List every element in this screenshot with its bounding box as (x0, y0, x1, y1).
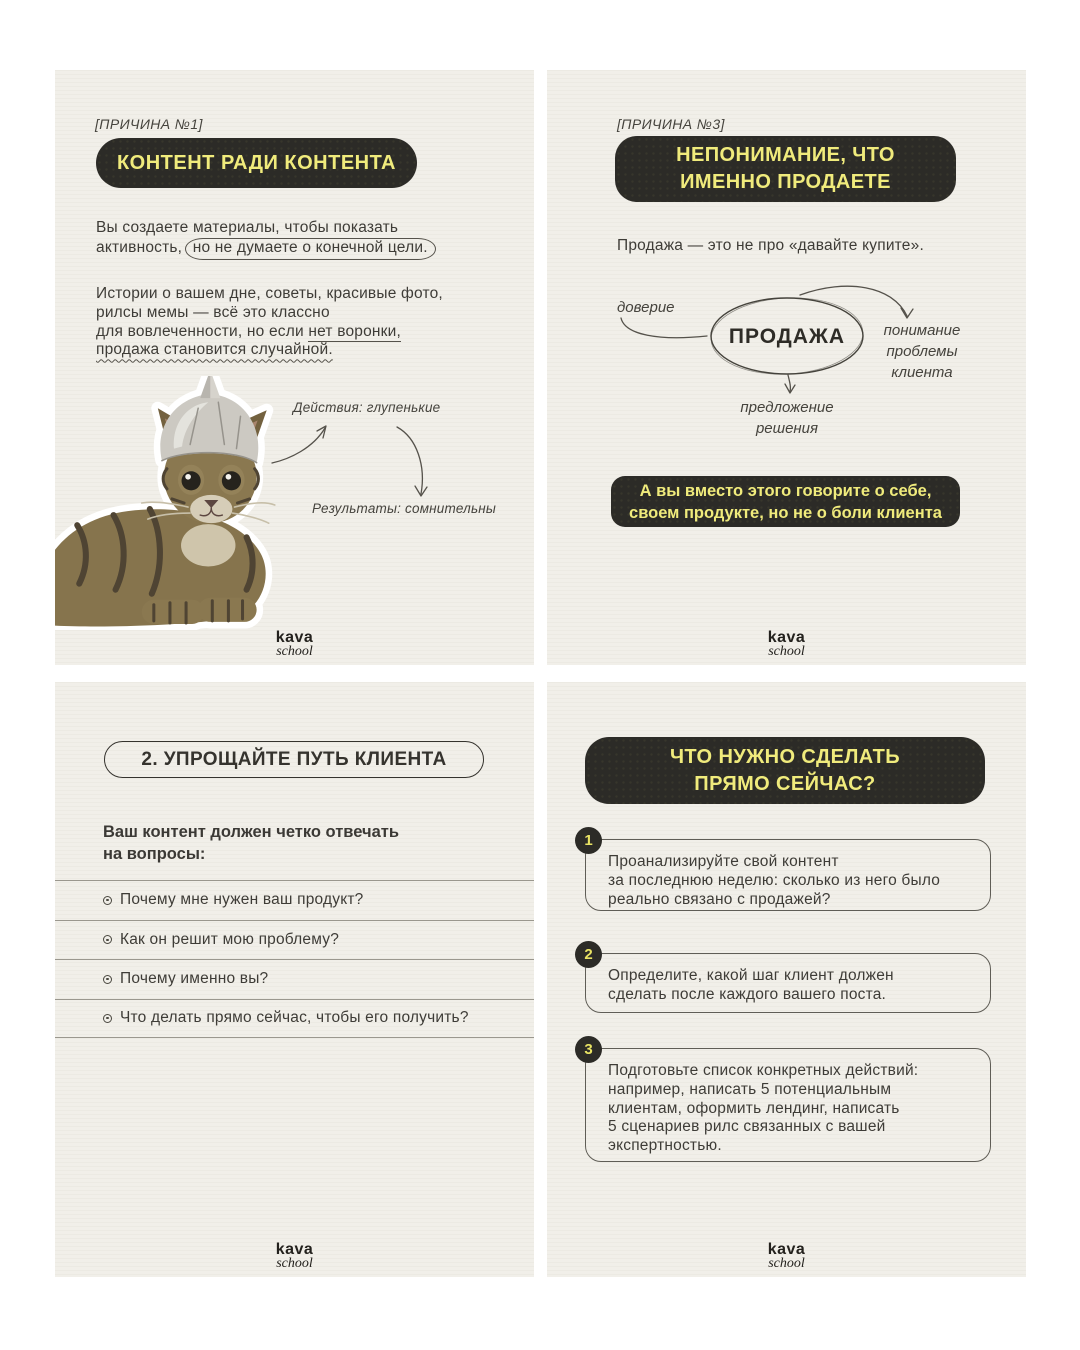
bullet-icon (103, 1014, 112, 1023)
slide-reason-1 (55, 70, 534, 665)
diagram-label-solution: предложение решения (740, 399, 834, 437)
slide-title-badge (96, 138, 417, 188)
kava-logo (547, 631, 1026, 659)
list-item (55, 959, 534, 999)
callout-text: А вы вместо этого говорите о себе, своем продукте, но не о боли клиента (629, 481, 942, 522)
kava-logo (55, 631, 534, 659)
slide-title: 2. УПРОЩАЙТЕ ПУТЬ КЛИЕНТА (141, 748, 447, 770)
text-line: рилсы мемы — всё это классно (96, 303, 330, 321)
step-number-badge: 3 (575, 1036, 602, 1063)
step-number-badge: 2 (575, 941, 602, 968)
underlined-phrase: нет воронки, (308, 322, 402, 340)
kava-logo (547, 1243, 1026, 1271)
kava-logo-word: kava (275, 1241, 314, 1258)
slide-title: КОНТЕНТ РАДИ КОНТЕНТА (116, 151, 397, 174)
step-box: Подготовьте список конкретных действий: например, написать 5 потенциальным клиентам, оформить лендинг, написать 5 сценариев рилс связанных с вашей экспертностью. (585, 1048, 991, 1162)
diagram-center-label: ПРОДАЖА (728, 325, 846, 348)
text-line: для вовлеченности, но если (96, 322, 309, 340)
reason-tag: [ПРИЧИНА №3] (617, 116, 725, 132)
slide-title: ЧТО НУЖНО СДЕЛАТЬ ПРЯМО СЕЙЧАС? (669, 745, 901, 795)
question-text: Почему именно вы? (120, 970, 269, 988)
kava-logo-sub: school (768, 1256, 805, 1271)
slide-reason-3 (547, 70, 1026, 665)
slide-title: НЕПОНИМАНИЕ, ЧТО ИМЕННО ПРОДАЕТЕ (676, 144, 895, 193)
bullet-icon (103, 975, 112, 984)
question-text: Почему мне нужен ваш продукт? (120, 891, 364, 909)
slide-title-badge (615, 136, 956, 202)
paragraph-stories (96, 285, 443, 360)
step-box: Проанализируйте свой контент за последнюю неделю: сколько из него было реально связано с продажей? (585, 839, 991, 911)
list-item (55, 920, 534, 960)
diagram-label-understanding: понимание проблемы клиента (883, 322, 961, 381)
annotation-results: Результаты: сомнительны (312, 501, 497, 516)
reason-tag: [ПРИЧИНА №1] (95, 116, 203, 132)
slide-action-steps (547, 682, 1026, 1277)
kava-logo-word: kava (275, 629, 314, 646)
kava-logo-sub: school (276, 1256, 313, 1271)
diagram-label-trust: доверие (617, 299, 675, 316)
slide-simplify-path (55, 682, 534, 1277)
circled-phrase: но не думаете о конечной цели. (185, 238, 436, 260)
step-number-badge: 1 (575, 827, 602, 854)
bullet-icon (103, 896, 112, 905)
list-item (55, 999, 534, 1039)
question-text: Как он решит мою проблему? (120, 930, 340, 948)
slide-title-pill (104, 741, 484, 778)
questions-list (55, 880, 534, 1038)
cat-tinfoil-hat-illustration (55, 376, 303, 630)
step-box: Определите, какой шаг клиент должен сделать после каждого вашего поста. (585, 953, 991, 1013)
kava-logo-word: kava (767, 629, 806, 646)
kava-logo-word: kava (767, 1241, 806, 1258)
kava-logo-sub: school (768, 644, 805, 659)
kava-logo (55, 1243, 534, 1271)
text-line: Вы создаете материалы, чтобы показать (96, 219, 399, 236)
subtitle: Ваш контент должен четко отвечать на вопросы: (103, 823, 399, 863)
intro-text: Продажа — это не про «давайте купите». (617, 237, 924, 254)
bullet-icon (103, 935, 112, 944)
paragraph-activity (96, 219, 436, 260)
wavy-underlined-phrase: продажа становится случайной. (96, 341, 333, 359)
list-item (55, 880, 534, 920)
kava-logo-sub: school (276, 644, 313, 659)
annotation-actions: Действия: глупенькие (293, 400, 441, 415)
callout-box (611, 476, 960, 527)
text-line: Истории о вашем дне, советы, красивые фото, (96, 285, 443, 302)
text-line: активность, (96, 238, 187, 256)
question-text: Что делать прямо сейчас, чтобы его получить? (120, 1009, 469, 1027)
slide-title-badge (585, 737, 985, 804)
